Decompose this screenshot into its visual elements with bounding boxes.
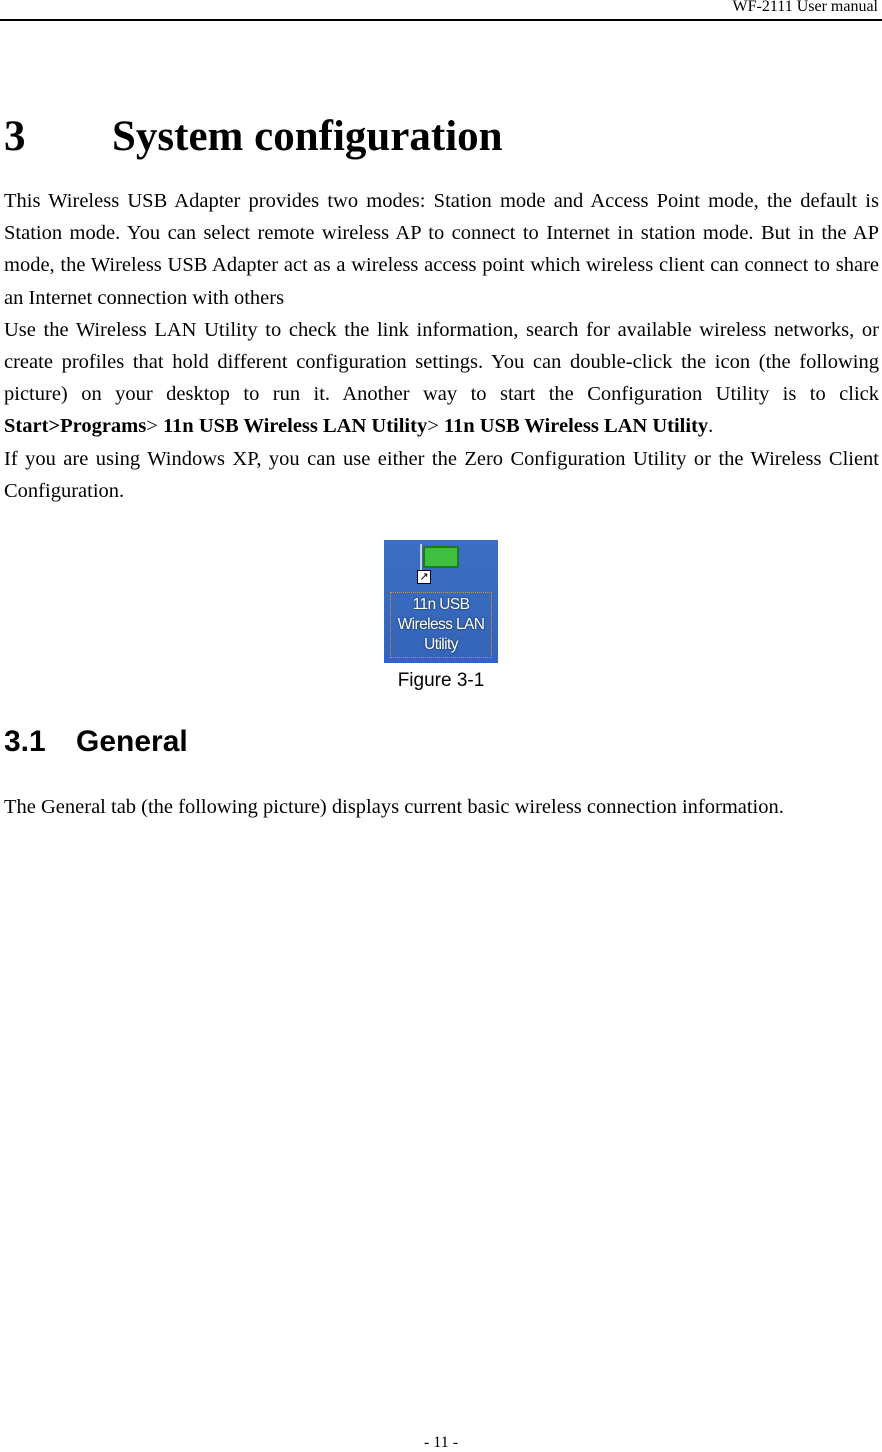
path-start: Start>Programs	[4, 415, 147, 438]
body-text	[4, 185, 879, 507]
network-card-icon	[423, 546, 459, 568]
paragraph-modes: This Wireless USB Adapter provides two modes: Station mode and Access Point mode, the default is Station mode. You can select remote wireless AP to connect to Internet in station mode. But in the AP mode, the Wireless USB Adapter act as a wireless access point which wireless client can connect to share an Internet connection with others	[4, 190, 879, 309]
path-folder: 11n USB Wireless LAN Utility	[162, 415, 428, 438]
paragraph-xp: If you are using Windows XP, you can use either the Zero Configuration Utility or the Wireless Client Configuration.	[4, 447, 879, 502]
page-number: - 11 -	[423, 1434, 459, 1451]
section-heading	[4, 725, 188, 759]
paragraph-utility	[4, 314, 879, 443]
figure-caption: Figure 3-1	[397, 670, 485, 691]
chapter-number: 3	[4, 113, 26, 160]
shortcut-arrow-icon: ↗	[417, 570, 431, 584]
section-number: 3.1	[4, 725, 46, 758]
section-title: General	[76, 725, 188, 758]
utility-text: Use the Wireless LAN Utility to check the link information, search for available wireless networks, or create profiles that hold different configuration settings. You can double-click the icon (the following picture) on your desktop to run it. Another way to start the Configuration Utility is to click	[4, 318, 879, 406]
path-sep: >	[427, 415, 444, 438]
section-text: The General tab (the following picture) displays current basic wireless connection information.	[4, 796, 784, 818]
path-app: 11n USB Wireless LAN Utility	[443, 415, 709, 438]
chapter-heading	[4, 112, 503, 161]
icon-label: 11n USB Wireless LAN Utility	[390, 592, 492, 658]
utility-desktop-icon[interactable]	[384, 540, 498, 663]
path-sep: >	[146, 415, 163, 438]
header-rule	[0, 19, 882, 21]
chapter-title: System configuration	[112, 113, 503, 160]
header-title: WF-2111 User manual	[732, 0, 878, 15]
path-end: .	[708, 415, 714, 438]
